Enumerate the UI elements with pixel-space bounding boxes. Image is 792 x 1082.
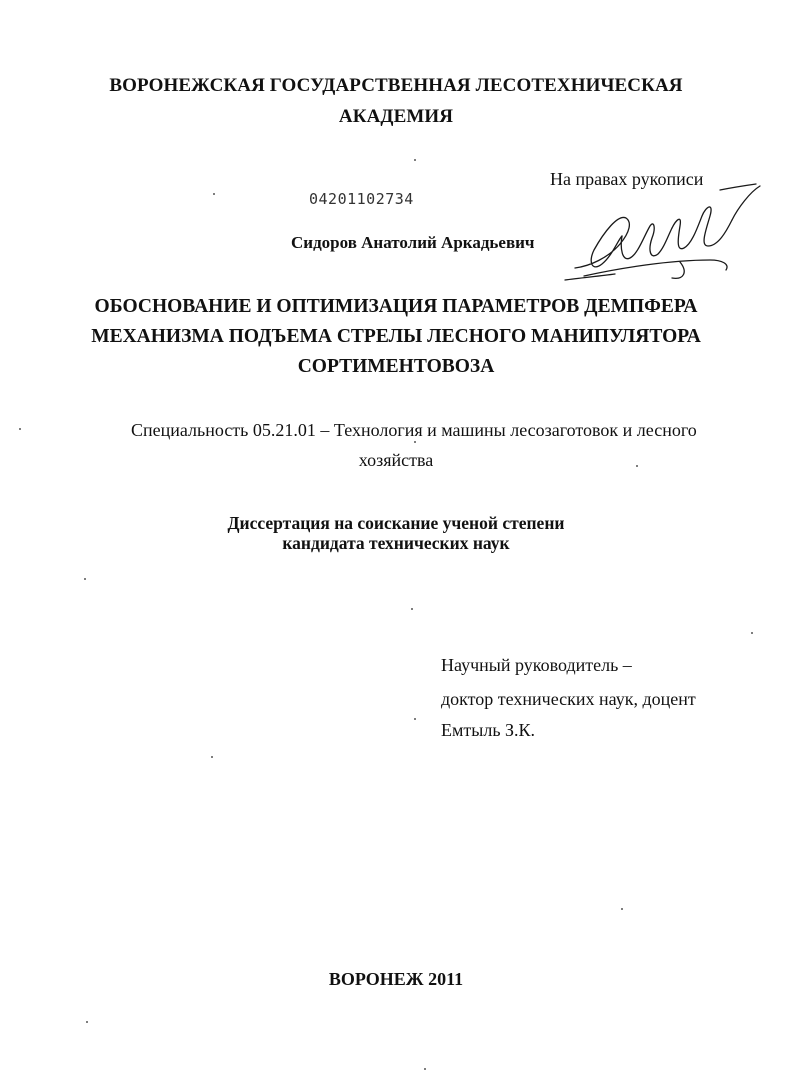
scan-speck [211, 756, 213, 758]
scan-speck [414, 441, 416, 443]
scan-speck [414, 159, 416, 161]
scan-speck [621, 908, 623, 910]
city-year: ВОРОНЕЖ 2011 [328, 969, 464, 989]
scan-speck [751, 632, 753, 634]
handwritten-signature [560, 180, 770, 290]
scan-speck [414, 718, 416, 720]
institution-line-2: АКАДЕМИЯ [338, 106, 454, 127]
registration-code: 04201102734 [309, 190, 414, 208]
rights-note: На правах рукописи [550, 169, 704, 189]
scan-speck [19, 428, 21, 430]
supervisor-label: Научный руководитель – [441, 655, 632, 675]
author-name: Сидоров Анатолий Аркадьевич [291, 233, 535, 252]
supervisor-name: Емтыль З.К. [441, 720, 536, 740]
dissertation-line-2: кандидата технических наук [282, 533, 510, 553]
thesis-title-line-1: ОБОСНОВАНИЕ И ОПТИМИЗАЦИЯ ПАРАМЕТРОВ ДЕМПФЕРА [94, 296, 698, 317]
scan-speck [424, 1068, 426, 1070]
scan-speck [213, 193, 215, 195]
thesis-title-line-2: МЕХАНИЗМА ПОДЪЕМА СТРЕЛЫ ЛЕСНОГО МАНИПУЛЯТОРА [91, 326, 701, 347]
supervisor-degree: доктор технических наук, доцент [441, 689, 696, 709]
institution-line-1: ВОРОНЕЖСКАЯ ГОСУДАРСТВЕННАЯ ЛЕСОТЕХНИЧЕСКАЯ [109, 75, 683, 96]
scan-speck [411, 608, 413, 610]
specialty-line-2: хозяйства [358, 450, 434, 470]
thesis-title-line-3: СОРТИМЕНТОВОЗА [297, 356, 495, 377]
scan-speck [84, 578, 86, 580]
scan-speck [636, 465, 638, 467]
specialty-line-1: Специальность 05.21.01 – Технология и машины лесозаготовок и лесного [131, 420, 697, 440]
scan-speck [86, 1021, 88, 1023]
dissertation-line-1: Диссертация на соискание ученой степени [227, 513, 565, 533]
